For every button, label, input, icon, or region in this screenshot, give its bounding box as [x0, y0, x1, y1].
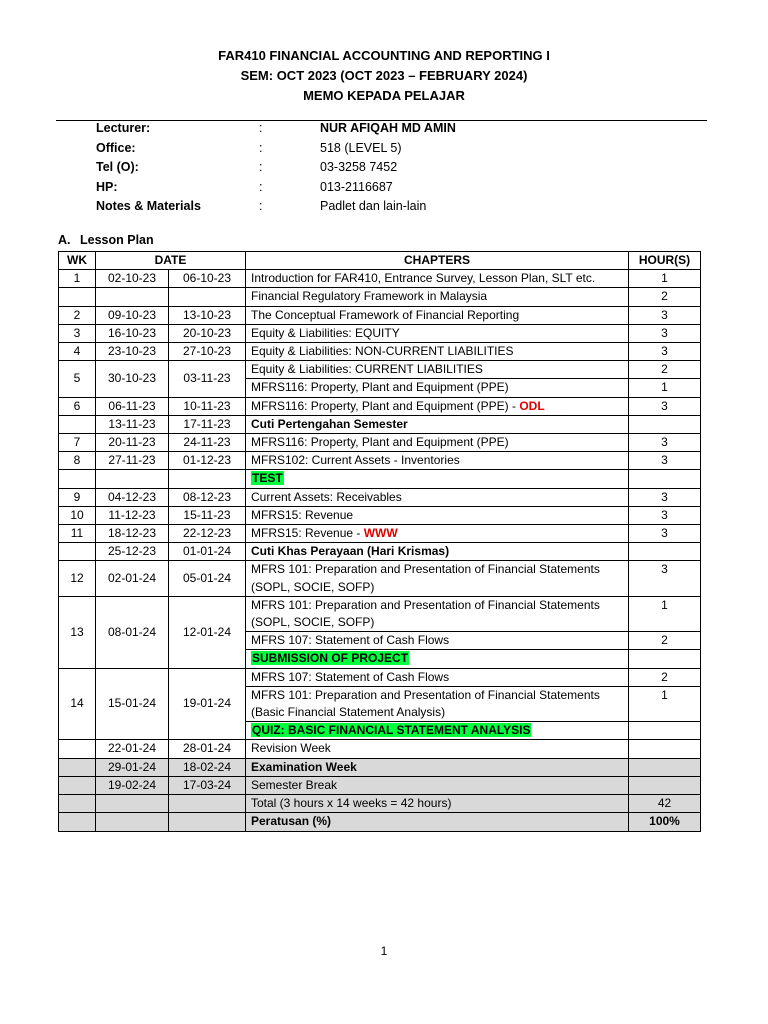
hours-cell: 3	[629, 343, 701, 361]
date-to: 28-01-24	[169, 740, 246, 758]
date-from: 25-12-23	[96, 543, 169, 561]
chapter-cell: Semester Break	[246, 776, 629, 794]
week-cell	[59, 288, 96, 306]
date-to: 05-01-24	[169, 561, 246, 596]
date-to: 15-11-23	[169, 506, 246, 524]
week-cell	[59, 813, 96, 831]
table-row	[59, 434, 701, 452]
date-from: 15-01-24	[96, 668, 169, 740]
table-row	[59, 561, 701, 596]
chapter-cell: Financial Regulatory Framework in Malaysia	[246, 288, 629, 306]
week-cell	[59, 795, 96, 813]
date-to: 27-10-23	[169, 343, 246, 361]
info-row-tel	[96, 158, 616, 178]
date-to: 13-10-23	[169, 306, 246, 324]
test-highlight: TEST	[252, 471, 283, 486]
chapter-cell: Equity & Liabilities: EQUITY	[246, 324, 629, 342]
date-from: 02-10-23	[96, 270, 169, 288]
hours-percentage: 100%	[629, 813, 701, 831]
quiz-highlight: QUIZ: BASIC FINANCIAL STATEMENT ANALYSIS	[252, 723, 531, 738]
chapter-cell	[246, 525, 629, 543]
hours-cell: 3	[629, 561, 701, 596]
date-to: 08-12-23	[169, 488, 246, 506]
header-hours: HOUR(S)	[629, 252, 701, 270]
header-date: DATE	[96, 252, 246, 270]
hours-cell	[629, 776, 701, 794]
date-from: 30-10-23	[96, 361, 169, 397]
week-cell: 12	[59, 561, 96, 596]
info-row-hp	[96, 178, 616, 198]
chapter-cell: MFRS 107: Statement of Cash Flows	[246, 632, 629, 650]
odl-tag: ODL	[519, 398, 545, 413]
week-cell: 3	[59, 324, 96, 342]
hours-cell	[629, 758, 701, 776]
table-row	[59, 543, 701, 561]
table-row	[59, 525, 701, 543]
week-cell	[59, 415, 96, 433]
info-row-lecturer	[96, 119, 616, 139]
week-cell	[59, 758, 96, 776]
date-to	[169, 813, 246, 831]
date-from	[96, 288, 169, 306]
table-row	[59, 506, 701, 524]
section-number: A.	[58, 233, 71, 247]
chapter-cell: MFRS 101: Preparation and Presentation of Financial Statements (Basic Financial Statement Analysis)	[246, 686, 629, 721]
date-from	[96, 470, 169, 488]
hours-cell: 1	[629, 596, 701, 631]
hours-cell: 3	[629, 488, 701, 506]
date-from: 09-10-23	[96, 306, 169, 324]
date-from: 27-11-23	[96, 452, 169, 470]
date-from	[96, 795, 169, 813]
chapter-cell: Examination Week	[246, 758, 629, 776]
table-row	[59, 776, 701, 794]
table-row	[59, 668, 701, 686]
section-title: Lesson Plan	[80, 233, 154, 247]
info-value: 013-2116687	[320, 179, 393, 194]
week-cell: 1	[59, 270, 96, 288]
table-row	[59, 397, 701, 415]
chapter-cell: MFRS15: Revenue	[246, 506, 629, 524]
date-from: 04-12-23	[96, 488, 169, 506]
chapter-cell: MFRS116: Property, Plant and Equipment (PPE)	[246, 434, 629, 452]
date-to	[169, 795, 246, 813]
date-to: 17-11-23	[169, 415, 246, 433]
info-label: Office:	[96, 140, 136, 155]
date-to: 12-01-24	[169, 596, 246, 668]
chapter-cell: Equity & Liabilities: NON-CURRENT LIABILITIES	[246, 343, 629, 361]
date-from: 23-10-23	[96, 343, 169, 361]
hours-cell	[629, 470, 701, 488]
date-from: 16-10-23	[96, 324, 169, 342]
date-to: 20-10-23	[169, 324, 246, 342]
hours-cell: 2	[629, 288, 701, 306]
lecturer-info	[96, 119, 616, 217]
info-value: Padlet dan lain-lain	[320, 199, 427, 214]
hours-cell: 1	[629, 379, 701, 397]
chapter-cell	[246, 397, 629, 415]
hours-cell: 3	[629, 306, 701, 324]
date-to	[169, 470, 246, 488]
www-tag: WWW	[363, 526, 398, 541]
week-cell	[59, 470, 96, 488]
hours-cell	[629, 740, 701, 758]
hours-cell	[629, 415, 701, 433]
table-row	[59, 596, 701, 631]
percentage-row	[59, 813, 701, 831]
info-colon: :	[259, 199, 263, 214]
date-to: 17-03-24	[169, 776, 246, 794]
week-cell: 5	[59, 361, 96, 397]
week-cell: 14	[59, 668, 96, 740]
week-cell	[59, 740, 96, 758]
table-row	[59, 361, 701, 379]
chapter-text: MFRS116: Property, Plant and Equipment (PPE) -	[251, 398, 520, 413]
week-cell: 9	[59, 488, 96, 506]
section-heading	[58, 233, 154, 247]
table-row	[59, 343, 701, 361]
chapter-cell: The Conceptual Framework of Financial Reporting	[246, 306, 629, 324]
date-from: 02-01-24	[96, 561, 169, 596]
hours-cell	[629, 543, 701, 561]
date-from: 18-12-23	[96, 525, 169, 543]
chapter-cell: MFRS 101: Preparation and Presentation of Financial Statements (SOPL, SOCIE, SOFP)	[246, 561, 629, 596]
hours-cell: 3	[629, 324, 701, 342]
chapter-cell: Total (3 hours x 14 weeks = 42 hours)	[246, 795, 629, 813]
chapter-cell	[246, 650, 629, 668]
date-from: 11-12-23	[96, 506, 169, 524]
date-from	[96, 813, 169, 831]
table-row	[59, 758, 701, 776]
table-row	[59, 324, 701, 342]
chapter-cell: Equity & Liabilities: CURRENT LIABILITIES	[246, 361, 629, 379]
date-from: 22-01-24	[96, 740, 169, 758]
date-from: 20-11-23	[96, 434, 169, 452]
week-cell: 13	[59, 596, 96, 668]
date-to: 03-11-23	[169, 361, 246, 397]
info-label: HP:	[96, 179, 118, 194]
info-label: Notes & Materials	[96, 199, 201, 214]
info-colon: :	[259, 179, 263, 194]
chapter-cell: Cuti Khas Perayaan (Hari Krismas)	[246, 543, 629, 561]
table-row	[59, 470, 701, 488]
hours-cell: 3	[629, 525, 701, 543]
info-value: NUR AFIQAH MD AMIN	[320, 121, 456, 135]
hours-cell	[629, 650, 701, 668]
memo-title: MEMO KEPADA PELAJAR	[303, 88, 465, 103]
hours-cell: 2	[629, 668, 701, 686]
date-to: 22-12-23	[169, 525, 246, 543]
week-cell	[59, 543, 96, 561]
semester-line: SEM: OCT 2023 (OCT 2023 – FEBRUARY 2024)	[240, 68, 528, 83]
hours-cell	[629, 722, 701, 740]
date-to: 06-10-23	[169, 270, 246, 288]
chapter-cell: Revision Week	[246, 740, 629, 758]
chapter-cell	[246, 470, 629, 488]
chapter-cell: MFRS116: Property, Plant and Equipment (PPE)	[246, 379, 629, 397]
week-cell	[59, 776, 96, 794]
document-header	[0, 46, 768, 106]
total-row	[59, 795, 701, 813]
table-row	[59, 488, 701, 506]
date-from: 06-11-23	[96, 397, 169, 415]
date-from: 19-02-24	[96, 776, 169, 794]
week-cell: 6	[59, 397, 96, 415]
hours-cell: 3	[629, 452, 701, 470]
hours-cell: 1	[629, 270, 701, 288]
chapter-cell	[246, 722, 629, 740]
chapter-cell: Current Assets: Receivables	[246, 488, 629, 506]
date-from: 29-01-24	[96, 758, 169, 776]
header-chapters: CHAPTERS	[246, 252, 629, 270]
course-title: FAR410 FINANCIAL ACCOUNTING AND REPORTING I	[218, 48, 550, 63]
header-wk: WK	[59, 252, 96, 270]
date-to: 01-01-24	[169, 543, 246, 561]
date-to: 10-11-23	[169, 397, 246, 415]
table-row	[59, 306, 701, 324]
chapter-cell: MFRS102: Current Assets - Inventories	[246, 452, 629, 470]
hours-cell: 2	[629, 361, 701, 379]
date-to	[169, 288, 246, 306]
week-cell: 10	[59, 506, 96, 524]
chapter-cell: Cuti Pertengahan Semester	[246, 415, 629, 433]
table-row	[59, 288, 701, 306]
hours-total: 42	[629, 795, 701, 813]
chapter-cell: Introduction for FAR410, Entrance Survey, Lesson Plan, SLT etc.	[246, 270, 629, 288]
info-value: 518 (LEVEL 5)	[320, 140, 402, 155]
project-highlight: SUBMISSION OF PROJECT	[252, 651, 409, 666]
table-row	[59, 452, 701, 470]
hours-cell: 3	[629, 397, 701, 415]
table-header-row	[59, 252, 701, 270]
info-value: 03-3258 7452	[320, 160, 398, 175]
lesson-plan-table	[58, 251, 701, 832]
info-label: Tel (O):	[96, 160, 139, 175]
info-colon: :	[259, 160, 263, 175]
table-row	[59, 740, 701, 758]
date-from: 08-01-24	[96, 596, 169, 668]
week-cell: 4	[59, 343, 96, 361]
chapter-cell: Peratusan (%)	[246, 813, 629, 831]
hours-cell: 3	[629, 434, 701, 452]
week-cell: 2	[59, 306, 96, 324]
chapter-cell: MFRS 107: Statement of Cash Flows	[246, 668, 629, 686]
date-to: 24-11-23	[169, 434, 246, 452]
info-colon: :	[259, 140, 263, 155]
hours-cell: 3	[629, 506, 701, 524]
week-cell: 7	[59, 434, 96, 452]
page-number: 1	[380, 944, 388, 958]
hours-cell: 2	[629, 632, 701, 650]
date-to: 19-01-24	[169, 668, 246, 740]
info-label: Lecturer:	[96, 121, 151, 135]
chapter-cell: MFRS 101: Preparation and Presentation of Financial Statements (SOPL, SOCIE, SOFP)	[246, 596, 629, 631]
chapter-text: MFRS15: Revenue -	[251, 526, 364, 541]
date-to: 18-02-24	[169, 758, 246, 776]
info-row-notes	[96, 197, 616, 217]
date-from: 13-11-23	[96, 415, 169, 433]
week-cell: 8	[59, 452, 96, 470]
table-row	[59, 415, 701, 433]
week-cell: 11	[59, 525, 96, 543]
date-to: 01-12-23	[169, 452, 246, 470]
info-row-office	[96, 139, 616, 159]
table-row	[59, 270, 701, 288]
hours-cell: 1	[629, 686, 701, 721]
info-colon: :	[259, 121, 263, 135]
